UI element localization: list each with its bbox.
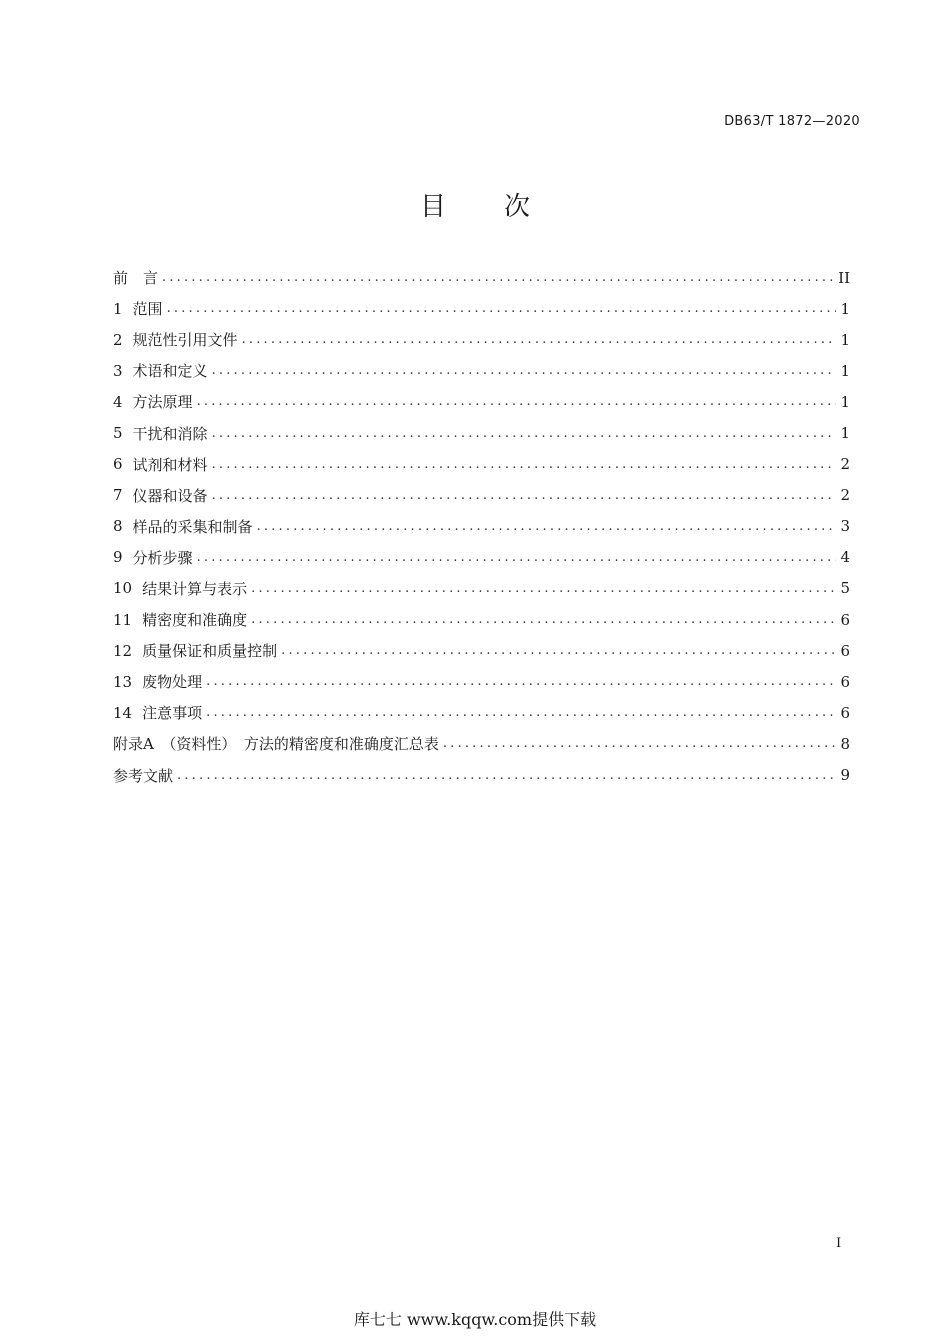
toc-entry[interactable] (113, 355, 850, 386)
toc-entry-label: 分析步骤 (132, 548, 193, 567)
toc-leader-dots (443, 737, 836, 750)
toc-entry-page: 9 (840, 766, 850, 785)
toc-entry-page: 1 (840, 330, 850, 349)
toc-entry-page: 6 (840, 703, 850, 722)
toc-entry-page: 6 (840, 610, 850, 629)
toc-entry-label: 前 言 (113, 269, 159, 288)
toc-leader-dots (242, 333, 836, 346)
toc-entry[interactable] (113, 324, 850, 355)
toc-entry-page: 2 (840, 455, 850, 474)
toc-entry-number: 11 (113, 610, 133, 629)
toc-entry[interactable] (113, 573, 850, 604)
toc-entry-page: 1 (840, 424, 850, 443)
toc-entry-page: 1 (840, 392, 850, 411)
toc-entry[interactable] (113, 293, 850, 324)
toc-entry-page: 1 (840, 299, 850, 318)
toc-entry[interactable] (113, 542, 850, 573)
toc-entry-page: 8 (840, 734, 850, 753)
toc-entry-number: 9 (113, 548, 123, 567)
toc-entry-number: 12 (113, 641, 133, 660)
toc-entry-number: 5 (113, 424, 123, 443)
toc-leader-dots (177, 769, 836, 782)
toc-entry-label: 注意事项 (142, 704, 203, 723)
toc-leader-dots (197, 551, 836, 564)
toc-entry-label: 干扰和消除 (132, 424, 208, 443)
footer-watermark[interactable]: 库七七 www.kqqw.com提供下载 (353, 1310, 597, 1329)
toc-entry-page: 3 (840, 517, 850, 536)
toc-entry[interactable] (113, 262, 850, 293)
toc-entry-page: 1 (840, 361, 850, 380)
toc-entry-label: 试剂和材料 (132, 455, 208, 474)
toc-entry-number: 2 (113, 330, 123, 349)
doc-code: DB63/T 1872—2020 (724, 114, 860, 129)
toc-leader-dots (212, 458, 836, 471)
toc-entry-label: 术语和定义 (132, 362, 208, 381)
toc-entry[interactable] (113, 511, 850, 542)
toc-entry-label: 质量保证和质量控制 (142, 642, 278, 661)
toc-leader-dots (281, 644, 836, 657)
toc-entry-page: 5 (840, 579, 850, 598)
toc-entry-label: 精密度和准确度 (142, 611, 248, 630)
toc-entry-number: 6 (113, 455, 123, 474)
toc-entry-label: 方法原理 (132, 393, 193, 412)
toc-entry-number: 8 (113, 517, 123, 536)
toc-entry-label: 范围 (132, 300, 163, 319)
toc-leader-dots (257, 520, 836, 533)
toc-entry-label: 参考文献 (113, 766, 174, 785)
toc-entry[interactable] (113, 697, 850, 728)
toc-entry[interactable] (113, 635, 850, 666)
page-number: I (836, 1236, 842, 1251)
toc-leader-dots (206, 675, 836, 688)
toc-entry-page: 2 (840, 486, 850, 505)
toc-entry-page: 6 (840, 641, 850, 660)
page-title: 目次 (419, 192, 588, 222)
toc-entry-page: 6 (840, 672, 850, 691)
toc-entry-number: 13 (113, 672, 133, 691)
toc-entry[interactable] (113, 449, 850, 480)
toc-entry[interactable] (113, 604, 850, 635)
toc-entry-label: 附录A （资料性） 方法的精密度和准确度汇总表 (113, 735, 439, 754)
toc-entry[interactable] (113, 480, 850, 511)
toc-entry-label: 仪器和设备 (132, 486, 208, 505)
toc-entry-label: 样品的采集和制备 (132, 517, 253, 536)
toc-entry-number: 14 (113, 703, 133, 722)
toc-entry-label: 规范性引用文件 (132, 331, 238, 350)
toc-entry-label: 废物处理 (142, 673, 203, 692)
toc-entry[interactable] (113, 760, 850, 791)
toc-entry[interactable] (113, 728, 850, 759)
toc-leader-dots (251, 613, 836, 626)
toc-leader-dots (197, 395, 836, 408)
toc-entry-label: 结果计算与表示 (142, 579, 248, 598)
toc-entry-number: 4 (113, 392, 123, 411)
toc-leader-dots (167, 302, 836, 315)
toc-entry[interactable] (113, 417, 850, 448)
table-of-contents (113, 262, 850, 791)
toc-entry-number: 7 (113, 486, 123, 505)
toc-leader-dots (212, 427, 836, 440)
toc-entry-number: 1 (113, 299, 123, 318)
toc-leader-dots (162, 271, 834, 284)
toc-entry-page: II (838, 268, 850, 287)
toc-entry-number: 3 (113, 361, 123, 380)
toc-leader-dots (212, 364, 836, 377)
toc-entry-page: 4 (840, 548, 850, 567)
toc-leader-dots (206, 706, 836, 719)
toc-entry[interactable] (113, 666, 850, 697)
toc-entry[interactable] (113, 386, 850, 417)
toc-leader-dots (212, 489, 836, 502)
toc-leader-dots (251, 582, 836, 595)
toc-entry-number: 10 (113, 579, 133, 598)
